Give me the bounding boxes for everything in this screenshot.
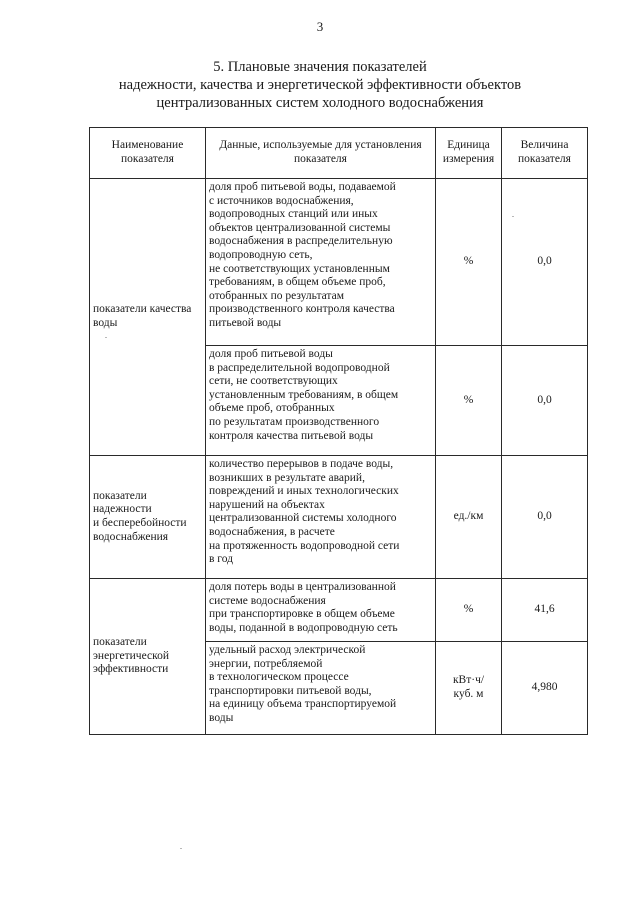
scan-speck xyxy=(180,848,182,849)
group-name-line: эффективности xyxy=(93,663,169,676)
table-row xyxy=(90,579,588,642)
description-line: при транспортировке в общем объеме xyxy=(209,608,395,621)
header-line: Наименование xyxy=(111,139,184,152)
group-name-line: воды xyxy=(93,317,118,329)
group-name-line: водоснабжения xyxy=(93,530,169,543)
header-line: Величина xyxy=(520,139,569,152)
description-line: доля проб питьевой воды xyxy=(209,348,333,360)
header-source-data xyxy=(206,128,436,179)
description-line: сети, не соответствующих xyxy=(209,375,338,388)
description-line: удельный расход электрической xyxy=(209,644,366,656)
description-line: повреждений и иных технологических xyxy=(209,485,399,498)
heading-line-3: централизованных систем холодного водоснабжения xyxy=(156,95,484,111)
value-cell: 4,980 xyxy=(502,642,588,735)
description-line: водопроводных станций или иных xyxy=(209,208,378,221)
description-line: на единицу объема транспортируемой xyxy=(209,698,397,711)
unit-line: % xyxy=(463,393,474,406)
page-number: 3 xyxy=(316,19,324,34)
group-name-line: надежности xyxy=(93,503,152,516)
description-line: объеме проб, отобранных xyxy=(209,402,335,415)
description-line: в год xyxy=(209,553,234,566)
description-line: возникших в результате аварий, xyxy=(209,471,365,484)
value-cell: 0,0 xyxy=(502,456,588,579)
description-line: системе водоснабжения xyxy=(209,594,326,607)
table-row xyxy=(90,179,588,346)
group-name-line: показатели xyxy=(93,489,147,502)
header-unit xyxy=(436,128,502,179)
indicator-group-name xyxy=(90,179,206,456)
indicator-description xyxy=(206,346,436,456)
scan-speck xyxy=(512,216,514,217)
description-line: питьевой воды xyxy=(209,316,282,329)
value-cell: 41,6 xyxy=(502,579,588,642)
header-line: измерения xyxy=(442,153,495,165)
description-line: воды, поданной в водопроводную сеть xyxy=(209,621,398,634)
heading-line-2: надежности, качества и энергетической эффективности объектов xyxy=(118,77,522,93)
indicator-description xyxy=(206,179,436,346)
header-value xyxy=(502,128,588,179)
header-line: Единица xyxy=(447,139,490,152)
description-line: воды xyxy=(209,711,234,724)
unit-cell xyxy=(436,179,502,346)
description-line: не соответствующих установленным xyxy=(209,262,390,275)
description-line: объектов централизованной системы xyxy=(209,221,391,234)
header-line: показателя xyxy=(294,153,347,165)
unit-line: ед./км xyxy=(453,510,484,523)
unit-line: % xyxy=(463,255,474,268)
description-line: установленным требованиям, в общем xyxy=(209,388,399,401)
description-line: в распределительной водопроводной xyxy=(209,361,390,374)
description-line: отобранных по результатам xyxy=(209,289,344,302)
description-line: производственного контроля качества xyxy=(209,303,395,316)
table-row xyxy=(90,456,588,579)
unit-cell xyxy=(436,579,502,642)
indicator-description xyxy=(206,642,436,735)
table-header-row xyxy=(90,128,588,179)
heading-line-1: 5. Плановые значения показателей xyxy=(213,59,427,75)
group-name-line: и бесперебойности xyxy=(93,517,187,529)
indicator-description xyxy=(206,456,436,579)
description-line: на протяженность водопроводной сети xyxy=(209,539,400,552)
unit-line: кВт·ч/ xyxy=(452,674,485,687)
description-line: энергии, потребляемой xyxy=(209,657,323,670)
section-heading xyxy=(80,58,560,112)
unit-cell xyxy=(436,642,502,735)
description-line: требованиям, в общем объеме проб, xyxy=(209,276,386,289)
scan-speck xyxy=(105,337,107,338)
value-cell: 0,0 xyxy=(502,346,588,456)
description-line: водоснабжения в распределительную xyxy=(209,235,393,248)
description-line: по результатам производственного xyxy=(209,415,380,428)
group-name-line: показатели xyxy=(93,636,147,649)
unit-cell xyxy=(436,346,502,456)
description-line: контроля качества питьевой воды xyxy=(209,429,374,442)
group-name-line: показатели качества xyxy=(93,303,192,316)
unit-line: % xyxy=(463,603,474,616)
description-line: доля проб питьевой воды, подаваемой xyxy=(209,181,396,193)
group-name-line: энергетической xyxy=(93,649,169,662)
indicators-table xyxy=(89,127,588,735)
value-cell: 0,0 xyxy=(502,179,588,346)
description-line: водопроводную сеть, xyxy=(209,248,313,261)
description-line: доля потерь воды в централизованной xyxy=(209,581,396,593)
header-line: показателя xyxy=(518,153,571,165)
indicator-group-name xyxy=(90,456,206,579)
indicator-group-name xyxy=(90,579,206,735)
description-line: транспортировки питьевой воды, xyxy=(209,684,372,697)
header-line: показателя xyxy=(121,153,174,165)
indicator-description xyxy=(206,579,436,642)
unit-cell xyxy=(436,456,502,579)
description-line: с источников водоснабжения, xyxy=(209,194,354,207)
header-line: Данные, используемые для установления xyxy=(219,139,422,152)
description-line: нарушений на объектах xyxy=(209,498,325,511)
description-line: в технологическом процессе xyxy=(209,671,349,684)
description-line: централизованной системы холодного xyxy=(209,512,397,525)
description-line: количество перерывов в подаче воды, xyxy=(209,458,394,470)
description-line: водоснабжения, в расчете xyxy=(209,525,335,538)
header-indicator-name xyxy=(90,128,206,179)
unit-line: куб. м xyxy=(453,688,484,700)
